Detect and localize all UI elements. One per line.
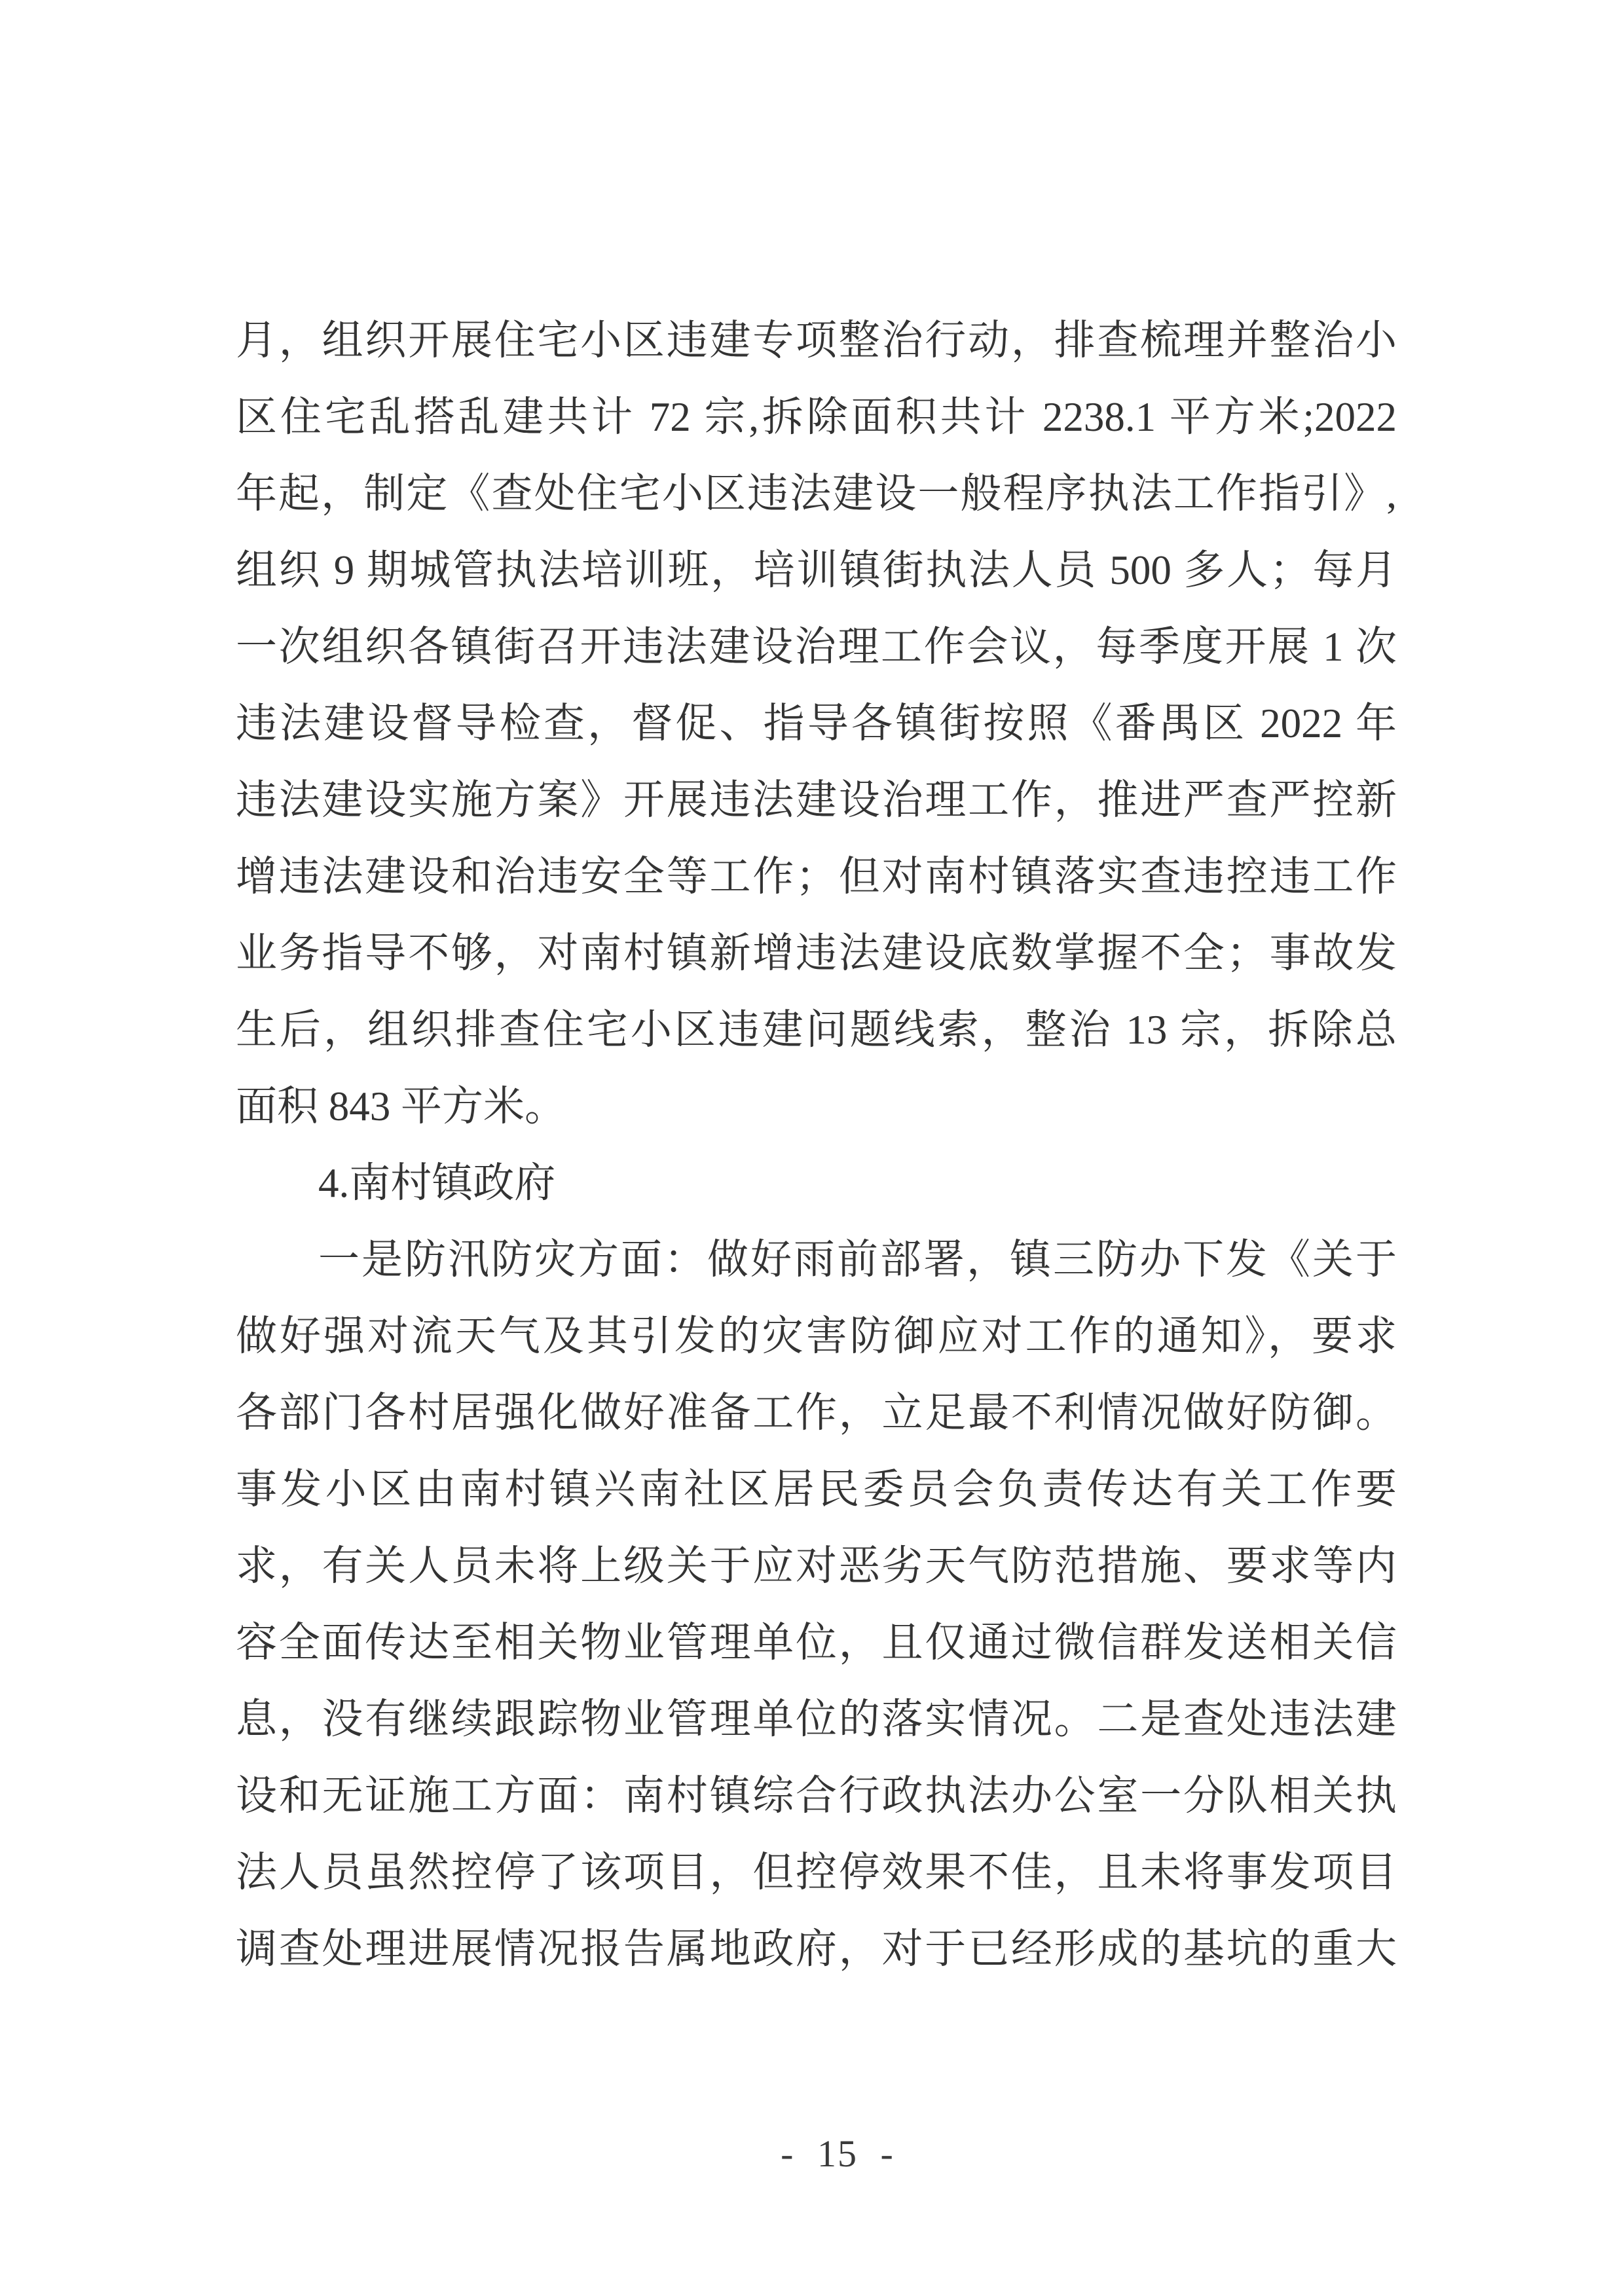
page-footer [0,2133,1624,2175]
text-line: 生后，组织排查住宅小区违建问题线索，整治 13 宗，拆除总 [236,1007,1397,1053]
text-line: 一是防汛防灾方面：做好雨前部署，镇三防办下发《关于 [318,1237,1397,1283]
text-line: 调查处理进展情况报告属地政府，对于已经形成的基坑的重大 [236,1926,1397,1972]
text-line: 违法建设督导检查，督促、指导各镇街按照《番禺区 2022 年 [236,701,1397,746]
text-line: 求，有关人员未将上级关于应对恶劣天气防范措施、要求等内 [236,1543,1397,1589]
text-line: 违法建设实施方案》开展违法建设治理工作，推进严查严控新 [236,777,1397,823]
text-line: 面积 843 平方米。 [236,1084,566,1129]
text-line: 设和无证施工方面：南村镇综合行政执法办公室一分队相关执 [236,1773,1397,1819]
text-line: 息，没有继续跟踪物业管理单位的落实情况。二是查处违法建 [236,1696,1397,1742]
document-body [236,302,1397,1988]
text-line: 一次组织各镇街召开违法建设治理工作会议，每季度开展 1 次 [236,624,1397,670]
text-line: 组织 9 期城管执法培训班，培训镇街执法人员 500 多人；每月 [236,547,1397,593]
text-line: 增违法建设和治违安全等工作；但对南村镇落实查违控违工作 [236,854,1397,900]
text-line: 区住宅乱搭乱建共计 72 宗,拆除面积共计 2238.1 平方米;2022 [236,394,1397,440]
text-line: 月，组织开展住宅小区违建专项整治行动，排查梳理并整治小 [236,318,1397,363]
text-line: 事发小区由南村镇兴南社区居民委员会负责传达有关工作要 [236,1467,1397,1512]
page-number: - 15 - [781,2132,895,2175]
text-line: 容全面传达至相关物业管理单位，且仅通过微信群发送相关信 [236,1620,1397,1666]
text-line: 法人员虽然控停了该项目，但控停效果不佳，且未将事发项目 [236,1850,1397,1895]
text-line: 做好强对流天气及其引发的灾害防御应对工作的通知》，要求 [236,1313,1397,1359]
text-line: 业务指导不够，对南村镇新增违法建设底数掌握不全；事故发 [236,930,1397,976]
text-line: 年起，制定《查处住宅小区违法建设一般程序执法工作指引》, [236,471,1397,517]
text-line: 4.南村镇政府 [318,1160,556,1206]
text-line: 各部门各村居强化做好准备工作，立足最不利情况做好防御。 [236,1390,1397,1436]
